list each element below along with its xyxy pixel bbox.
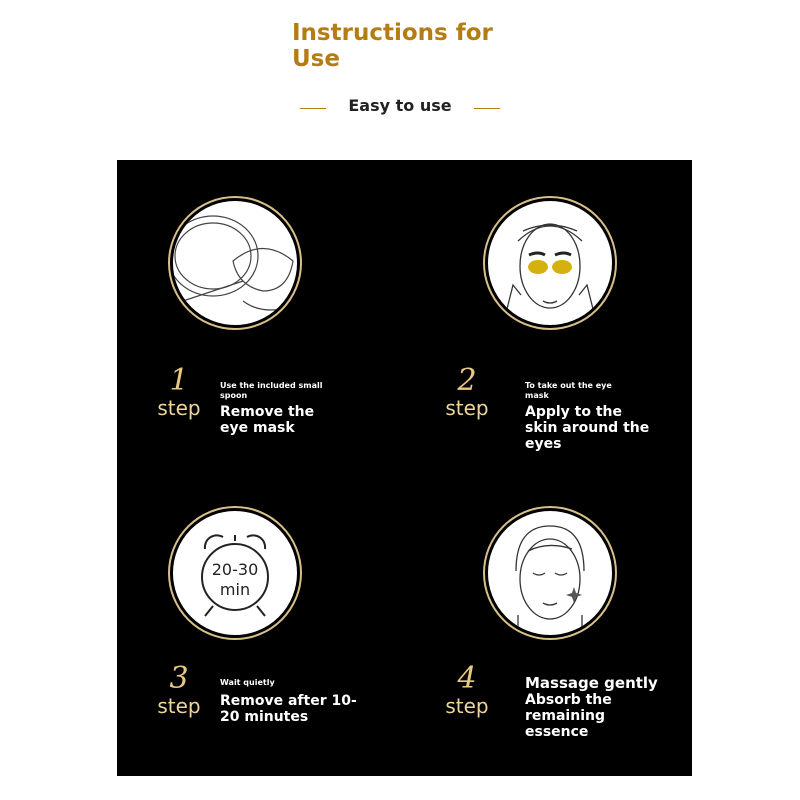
step-word: step	[157, 694, 201, 718]
face-eye-patch-image	[485, 198, 615, 328]
step-4-hint: Massage gently	[525, 674, 658, 692]
step-number: 1	[169, 363, 189, 398]
step-4-main: Absorb the remaining essence	[525, 692, 612, 740]
step-number: 3	[169, 661, 189, 696]
step-3-badge	[151, 663, 207, 717]
step-3-main: Remove after 10-20 minutes	[220, 693, 357, 725]
alarm-clock-image	[170, 508, 300, 638]
step-word: step	[445, 694, 489, 718]
step-number: 4	[457, 661, 477, 696]
eye-mask-jar-image	[170, 198, 300, 328]
subtitle-text: Easy to use	[348, 96, 452, 115]
relaxed-face-image	[485, 508, 615, 638]
page-title: Instructions for Use	[292, 20, 493, 72]
step-word: step	[157, 396, 201, 420]
step-1-badge	[151, 365, 207, 419]
clock-time-label: 20-30	[211, 560, 259, 579]
clock-unit-label: min	[219, 580, 251, 599]
step-2-badge	[439, 365, 495, 419]
step-1-hint: Use the included small spoon	[220, 381, 323, 400]
step-2-main: Apply to the skin around the eyes	[525, 404, 650, 452]
step-3-hint: Wait quietly	[220, 678, 275, 687]
divider-right	[474, 108, 500, 109]
step-1-main: Remove the eye mask	[220, 404, 315, 436]
step-4-badge	[439, 663, 495, 717]
instructions-panel	[117, 160, 692, 776]
step-word: step	[445, 396, 489, 420]
subtitle	[300, 96, 500, 115]
divider-left	[300, 108, 326, 109]
step-number: 2	[457, 363, 477, 398]
step-2-hint: To take out the eye mask	[525, 381, 612, 400]
